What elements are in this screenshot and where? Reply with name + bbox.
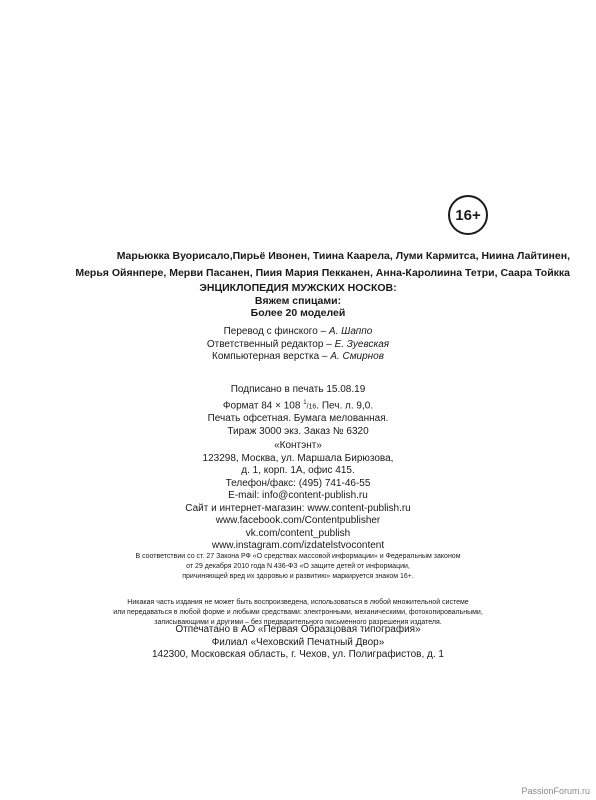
printed-by-block bbox=[0, 624, 596, 662]
law-notice bbox=[0, 552, 596, 582]
publisher-facebook: www.facebook.com/Contentpublisher bbox=[215, 515, 381, 526]
editor-label: Ответственный редактор – bbox=[206, 338, 335, 350]
book-subtitle: Более 20 моделей bbox=[250, 307, 346, 319]
format-sheets: . Печ. л. 9,0. bbox=[316, 399, 374, 411]
age-rating-text: 16+ bbox=[455, 206, 481, 224]
printed-by-line: Филиал «Чеховский Печатный Двор» bbox=[211, 636, 385, 648]
layout-label: Компьютерная верстка – bbox=[212, 351, 331, 362]
authors-block bbox=[30, 248, 570, 282]
format-text: Формат 84 × 108 bbox=[222, 399, 304, 411]
translator-name: А. Шаппо bbox=[328, 326, 373, 337]
authors-line: Марьюкка Вуорисало,Пирьё Ивонен, Тиина Каарела, Луми Кармитса, Ниина Лайтинен, bbox=[116, 250, 570, 262]
printed-by-line: Отпечатано в АО «Первая Образцовая типография» bbox=[175, 624, 421, 635]
format-line bbox=[0, 397, 596, 414]
book-title-block bbox=[0, 282, 596, 320]
layout-line bbox=[0, 351, 596, 364]
copyright-line: или передаваться в любой форме и любыми средствами: электронными, механическими, фотокопировальными, bbox=[113, 609, 483, 616]
authors-line: Мерья Ойянпере, Мерви Пасанен, Пиия Мария Пекканен, Анна-Каролиина Тетри, Саара Тойкка bbox=[75, 267, 570, 279]
publisher-instagram: www.instagram.com/izdatelstvocontent bbox=[211, 540, 385, 551]
book-title: ЭНЦИКЛОПЕДИЯ МУЖСКИХ НОСКОВ: bbox=[199, 282, 397, 294]
copyright-line: записывающими и другими – без предварительного письменного разрешения издателя. bbox=[154, 619, 442, 626]
circulation: Тираж 3000 экз. Заказ № 6320 bbox=[227, 425, 369, 437]
format-fraction-num: 1 bbox=[303, 399, 307, 406]
editor-line bbox=[0, 339, 596, 352]
credits-block bbox=[0, 326, 596, 364]
translator-label: Перевод с финского – bbox=[223, 326, 329, 337]
book-subtitle: Вяжем спицами: bbox=[254, 294, 342, 307]
publisher-block bbox=[0, 440, 596, 553]
editor-name: Е. Зуевская bbox=[334, 338, 390, 350]
signed-date: Подписано в печать 15.08.19 bbox=[230, 384, 366, 395]
layout-name: А. Смирнов bbox=[330, 351, 384, 362]
law-notice-line: от 29 декабря 2010 года N 436-ФЗ «О защите детей от информации, bbox=[186, 563, 410, 570]
publisher-address: д. 1, корп. 1А, офис 415. bbox=[241, 465, 355, 476]
format-fraction-den: /16 bbox=[306, 402, 317, 410]
copyright-line: Никакая часть издания не может быть воспроизведена, использоваться в любой множительной системе bbox=[127, 599, 469, 606]
watermark: PassionForum.ru bbox=[521, 786, 590, 796]
printed-by-line: 142300, Московская область, г. Чехов, ул. Полиграфистов, д. 1 bbox=[152, 649, 444, 660]
translator-line bbox=[0, 326, 596, 339]
publisher-phone: Телефон/факс: (495) 741-46-55 bbox=[225, 477, 371, 489]
age-rating-badge bbox=[448, 195, 488, 235]
publisher-email: E-mail: info@content-publish.ru bbox=[228, 490, 368, 501]
print-type: Печать офсетная. Бумага мелованная. bbox=[207, 413, 389, 425]
print-info-block bbox=[0, 384, 596, 438]
law-notice-line: В соответствии со ст. 27 Закона РФ «О средствах массовой информации» и Федеральным законом bbox=[135, 553, 461, 560]
publisher-vk: vk.com/content_publish bbox=[245, 527, 351, 539]
publisher-shop: Сайт и интернет-магазин: www.content-publish.ru bbox=[185, 502, 411, 514]
publisher-name: «Контэнт» bbox=[274, 440, 322, 451]
publisher-address: 123298, Москва, ул. Маршала Бирюзова, bbox=[202, 452, 394, 464]
law-notice-line: причиняющей вред их здоровью и развитию» маркируется знаком 16+. bbox=[182, 573, 414, 580]
